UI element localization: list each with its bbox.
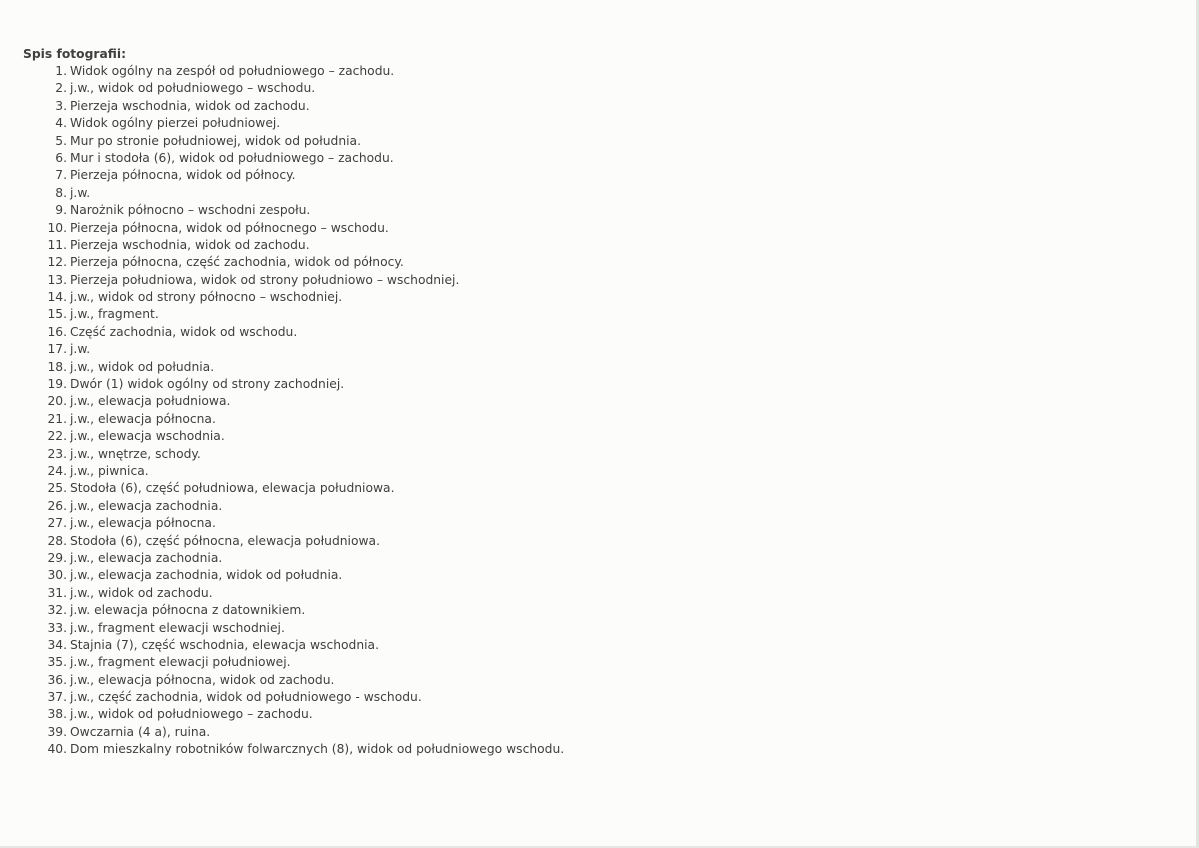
list-heading: Spis fotografii:	[23, 47, 127, 61]
item-number: 27.	[47, 516, 67, 531]
item-number: 40.	[47, 742, 67, 757]
list-item	[23, 220, 564, 237]
item-text: Stodoła (6), część północna, elewacja południowa.	[70, 533, 380, 548]
list-item	[23, 533, 564, 550]
photo-list	[23, 63, 564, 759]
list-item	[23, 306, 564, 323]
item-number: 39.	[47, 724, 67, 739]
item-number: 12.	[47, 255, 67, 270]
list-item	[23, 689, 564, 706]
item-number: 17.	[47, 342, 67, 357]
item-text: j.w., widok od zachodu.	[70, 585, 213, 600]
item-text: Pierzeja północna, widok od północnego – wschodu.	[70, 220, 389, 235]
item-text: j.w., widok od południowego – wschodu.	[70, 81, 316, 96]
list-item	[23, 133, 564, 150]
list-item	[23, 393, 564, 410]
item-text: Dwór (1) widok ogólny od strony zachodniej.	[70, 377, 345, 392]
item-text: Pierzeja południowa, widok od strony południowo – wschodniej.	[70, 272, 460, 287]
list-item	[23, 724, 564, 741]
item-text: j.w., część zachodnia, widok od południowego - wschodu.	[70, 690, 422, 705]
list-item	[23, 515, 564, 532]
item-text: Widok ogólny pierzei południowej.	[70, 116, 281, 131]
item-text: j.w., elewacja północna.	[70, 411, 216, 426]
list-item	[23, 654, 564, 671]
item-text: Część zachodnia, widok od wschodu.	[70, 324, 298, 339]
list-item	[23, 80, 564, 97]
list-item	[23, 115, 564, 132]
item-number: 5.	[55, 133, 67, 148]
list-item	[23, 272, 564, 289]
item-number: 20.	[47, 394, 67, 409]
list-item	[23, 672, 564, 689]
item-text: j.w.	[70, 185, 91, 200]
item-number: 31.	[47, 585, 67, 600]
item-text: j.w., fragment elewacji wschodniej.	[70, 620, 285, 635]
item-text: j.w., elewacja zachodnia.	[70, 550, 223, 565]
item-text: Stajnia (7), część wschodnia, elewacja wschodnia.	[70, 637, 380, 652]
list-item	[23, 167, 564, 184]
item-number: 7.	[55, 168, 67, 183]
item-text: j.w., elewacja zachodnia.	[70, 498, 223, 513]
item-number: 24.	[47, 463, 67, 478]
item-text: j.w., elewacja wschodnia.	[70, 429, 225, 444]
list-item	[23, 498, 564, 515]
item-text: Dom mieszkalny robotników folwarcznych (8), widok od południowego wschodu.	[70, 742, 565, 757]
list-item	[23, 341, 564, 358]
item-number: 37.	[47, 690, 67, 705]
item-number: 1.	[55, 64, 67, 78]
item-text: j.w., elewacja zachodnia, widok od południa.	[70, 568, 343, 583]
item-number: 6.	[55, 150, 67, 165]
list-item	[23, 637, 564, 654]
list-item	[23, 428, 564, 445]
item-number: 28.	[47, 533, 67, 548]
list-item	[23, 706, 564, 723]
list-item	[23, 254, 564, 271]
list-item	[23, 480, 564, 497]
item-text: Pierzeja północna, część zachodnia, widok od północy.	[70, 255, 404, 270]
item-number: 22.	[47, 429, 67, 444]
item-text: j.w., elewacja południowa.	[70, 394, 231, 409]
list-item	[23, 550, 564, 567]
list-item	[23, 202, 564, 219]
item-text: j.w. elewacja północna z datownikiem.	[70, 603, 306, 618]
item-text: Mur po stronie południowej, widok od południa.	[70, 133, 361, 148]
item-text: j.w., wnętrze, schody.	[70, 446, 201, 461]
list-item	[23, 63, 564, 80]
item-number: 32.	[47, 603, 67, 618]
item-text: j.w., widok od południowego – zachodu.	[70, 707, 313, 722]
list-item	[23, 359, 564, 376]
item-number: 15.	[47, 307, 67, 322]
item-number: 34.	[47, 637, 67, 652]
item-text: Stodoła (6), część południowa, elewacja południowa.	[70, 481, 395, 496]
item-number: 19.	[47, 377, 67, 392]
item-number: 38.	[47, 707, 67, 722]
list-item	[23, 98, 564, 115]
item-number: 2.	[55, 81, 67, 96]
item-number: 21.	[47, 411, 67, 426]
list-item	[23, 741, 564, 758]
item-number: 23.	[47, 446, 67, 461]
list-item	[23, 150, 564, 167]
item-text: Owczarnia (4 a), ruina.	[70, 724, 211, 739]
item-text: j.w., widok od południa.	[70, 359, 215, 374]
item-text: Pierzeja wschodnia, widok od zachodu.	[70, 98, 310, 113]
item-number: 36.	[47, 672, 67, 687]
item-number: 3.	[55, 98, 67, 113]
list-item	[23, 463, 564, 480]
item-number: 4.	[55, 116, 67, 131]
item-number: 25.	[47, 481, 67, 496]
item-number: 8.	[55, 185, 67, 200]
list-item	[23, 567, 564, 584]
item-number: 18.	[47, 359, 67, 374]
item-number: 29.	[47, 550, 67, 565]
item-text: Pierzeja północna, widok od północy.	[70, 168, 296, 183]
item-text: j.w., elewacja północna, widok od zachodu.	[70, 672, 335, 687]
item-text: j.w., widok od strony północno – wschodniej.	[70, 290, 343, 305]
item-number: 33.	[47, 620, 67, 635]
item-text: j.w., fragment elewacji południowej.	[70, 655, 291, 670]
item-number: 14.	[47, 290, 67, 305]
item-text: j.w., piwnica.	[70, 463, 149, 478]
item-text: Mur i stodoła (6), widok od południowego – zachodu.	[70, 150, 394, 165]
item-text: Narożnik północno – wschodni zespołu.	[70, 203, 311, 218]
list-item	[23, 376, 564, 393]
list-item	[23, 237, 564, 254]
item-number: 11.	[47, 237, 67, 252]
item-number: 13.	[47, 272, 67, 287]
list-item	[23, 185, 564, 202]
item-number: 9.	[55, 203, 67, 218]
item-text: j.w., elewacja północna.	[70, 516, 216, 531]
item-text: Widok ogólny na zespół od południowego – zachodu.	[70, 64, 395, 78]
item-number: 16.	[47, 324, 67, 339]
item-text: Pierzeja wschodnia, widok od zachodu.	[70, 237, 310, 252]
list-item	[23, 620, 564, 637]
list-item	[23, 289, 564, 306]
list-item	[23, 324, 564, 341]
item-text: j.w.	[70, 342, 91, 357]
list-item	[23, 446, 564, 463]
item-number: 30.	[47, 568, 67, 583]
item-number: 10.	[47, 220, 67, 235]
item-number: 35.	[47, 655, 67, 670]
list-item	[23, 411, 564, 428]
list-item	[23, 585, 564, 602]
item-number: 26.	[47, 498, 67, 513]
photo-list-section	[23, 46, 564, 759]
list-item	[23, 602, 564, 619]
item-text: j.w., fragment.	[70, 307, 159, 322]
